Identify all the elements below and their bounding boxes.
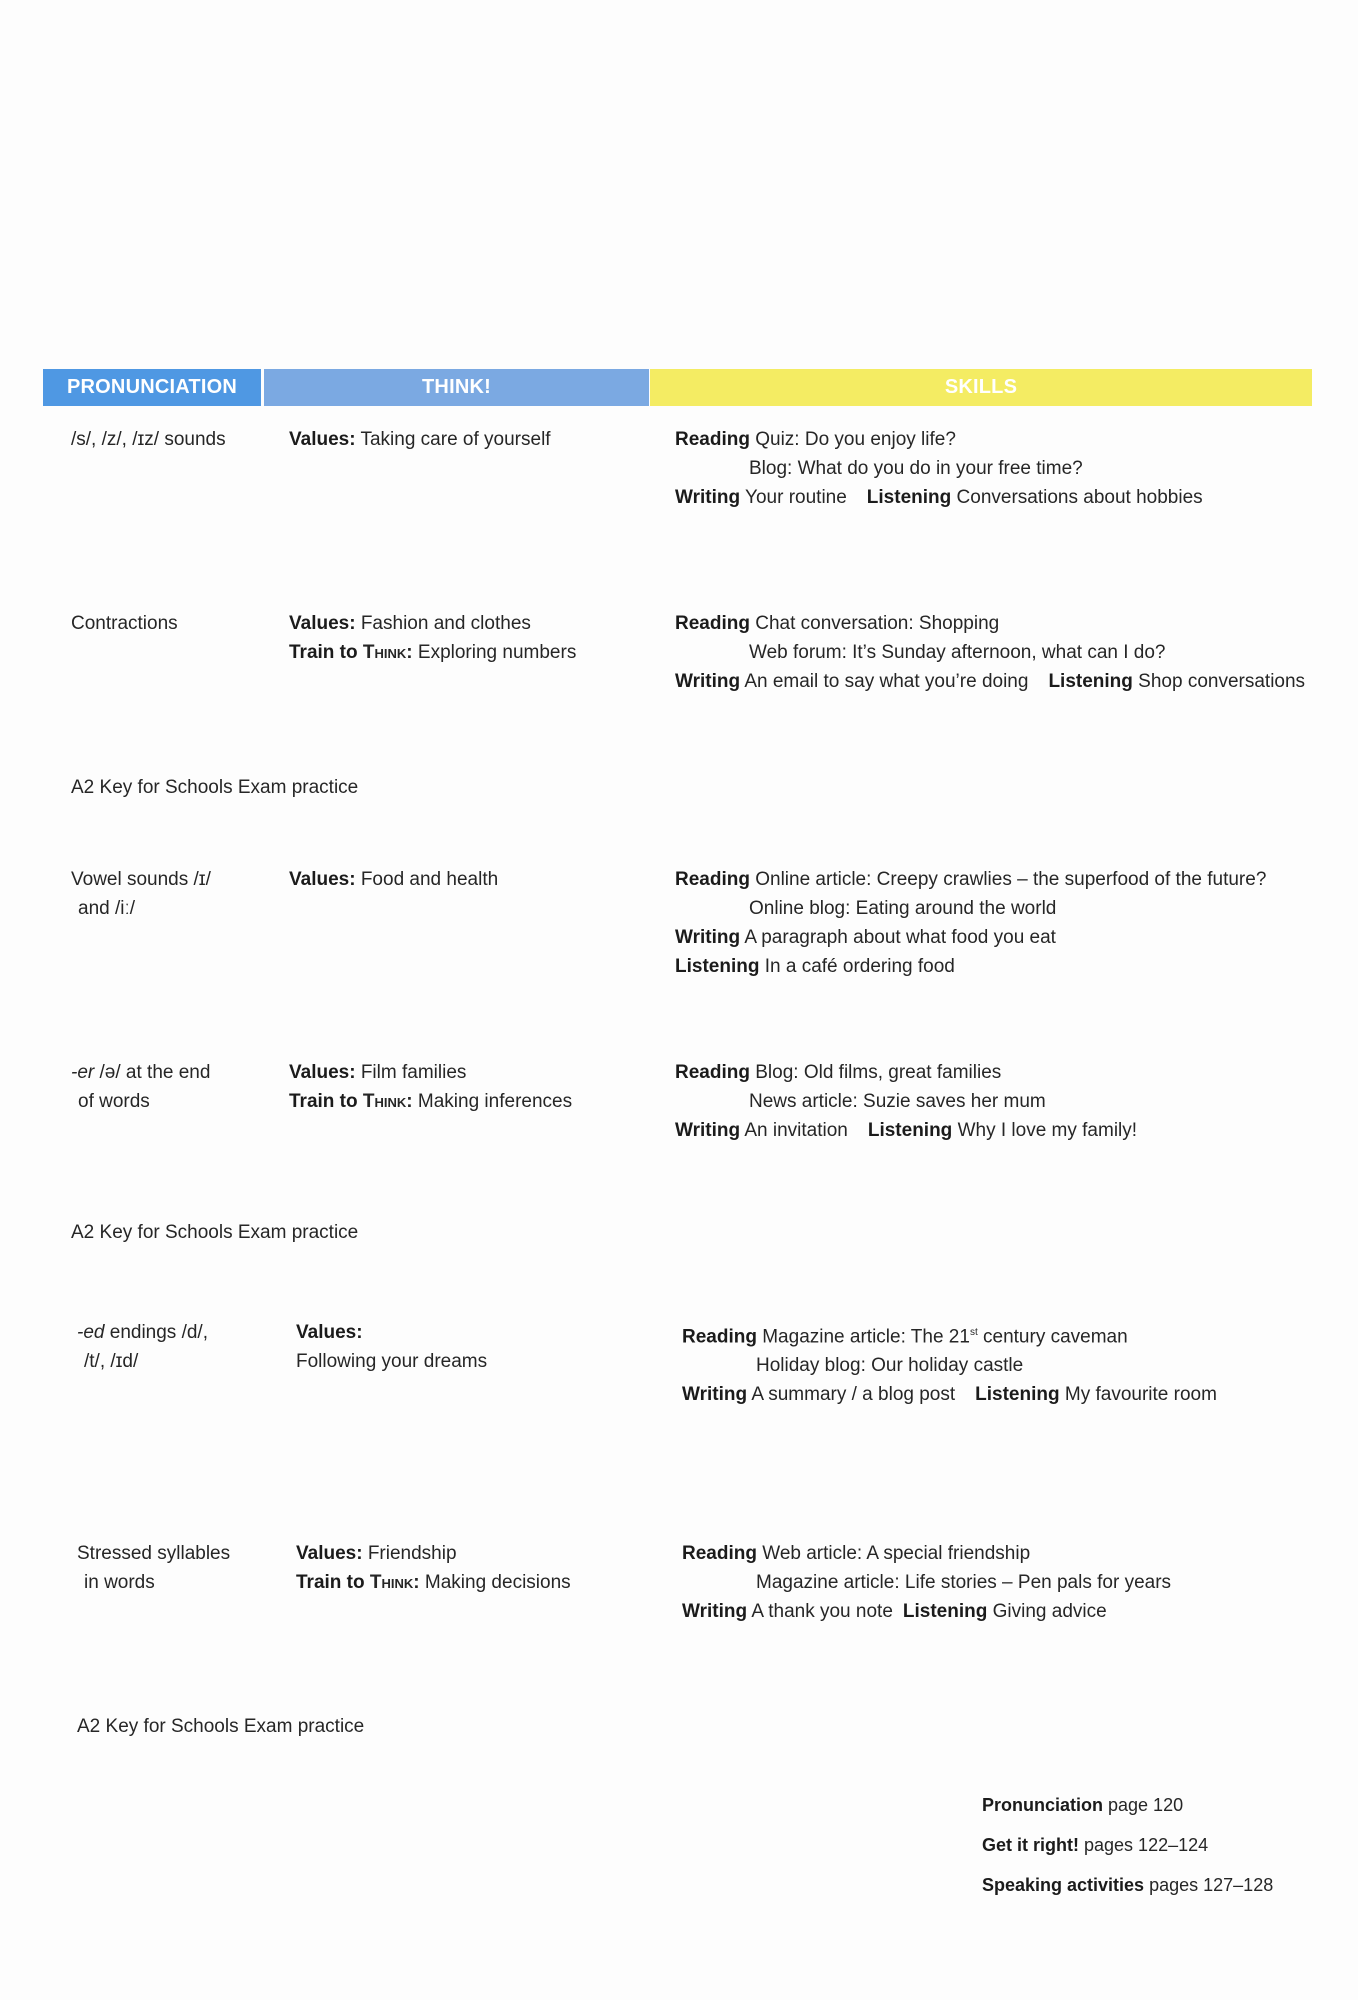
row2-pronunciation: Contractions	[71, 613, 178, 634]
row4-skills: Reading Blog: Old films, great families News article: Suzie saves her mum Writing An invitation Listening Why I love my family!	[675, 1062, 1138, 1141]
row5-skills: Reading Magazine article: The 21st century caveman Holiday blog: Our holiday castle Writing A summary / a blog post Listening My favourite room	[682, 1326, 1217, 1406]
row3-think: Values: Food and health	[289, 869, 499, 890]
footer-pronunciation: Pronunciation page 120	[982, 1795, 1184, 1815]
row1-skills: Reading Quiz: Do you enjoy life? Blog: What do you do in your free time? Writing Your routine Listening Conversations about hobbies	[675, 429, 1203, 508]
row3-pronunciation: Vowel sounds /ɪ/ and /iː/	[71, 869, 211, 919]
header-think: THINK!	[264, 369, 649, 406]
row6-think: Values: Friendship Train to Think: Making decisions	[296, 1543, 571, 1593]
row5-think: Values: Following your dreams	[296, 1322, 488, 1372]
header-pronunciation: PRONUNCIATION	[43, 369, 261, 406]
footer-get-it-right: Get it right! pages 122–124	[982, 1835, 1209, 1855]
row6-pronunciation: Stressed syllables in words	[77, 1543, 231, 1593]
header-skills: SKILLS	[650, 369, 1312, 406]
exam-practice-3: A2 Key for Schools Exam practice	[77, 1716, 365, 1737]
row5-pronunciation: -ed endings /d/, /t/, /ɪd/	[77, 1322, 208, 1372]
row3-skills: Reading Online article: Creepy crawlies – the superfood of the future? Online blog: Eating around the world Writing A paragraph about what food you eat Listening In a café ordering food	[675, 869, 1267, 977]
exam-practice-2: A2 Key for Schools Exam practice	[71, 1222, 359, 1243]
row1-pronunciation: /s/, /z/, /ɪz/ sounds	[71, 429, 226, 450]
row2-skills: Reading Chat conversation: Shopping Web forum: It’s Sunday afternoon, what can I do? Writing An email to say what you’re doing Listening Shop conversations	[675, 613, 1306, 692]
row4-pronunciation: -er /ə/ at the end of words	[71, 1062, 211, 1112]
row6-skills: Reading Web article: A special friendship Magazine article: Life stories – Pen pals for years Writing A thank you note Listening Giving advice	[682, 1543, 1172, 1622]
row4-think: Values: Film families Train to Think: Making inferences	[289, 1062, 573, 1112]
row2-think: Values: Fashion and clothes Train to Think: Exploring numbers	[289, 613, 577, 663]
row1-think: Values: Taking care of yourself	[289, 429, 551, 450]
exam-practice-1: A2 Key for Schools Exam practice	[71, 777, 359, 798]
footer-speaking: Speaking activities pages 127–128	[982, 1875, 1274, 1895]
